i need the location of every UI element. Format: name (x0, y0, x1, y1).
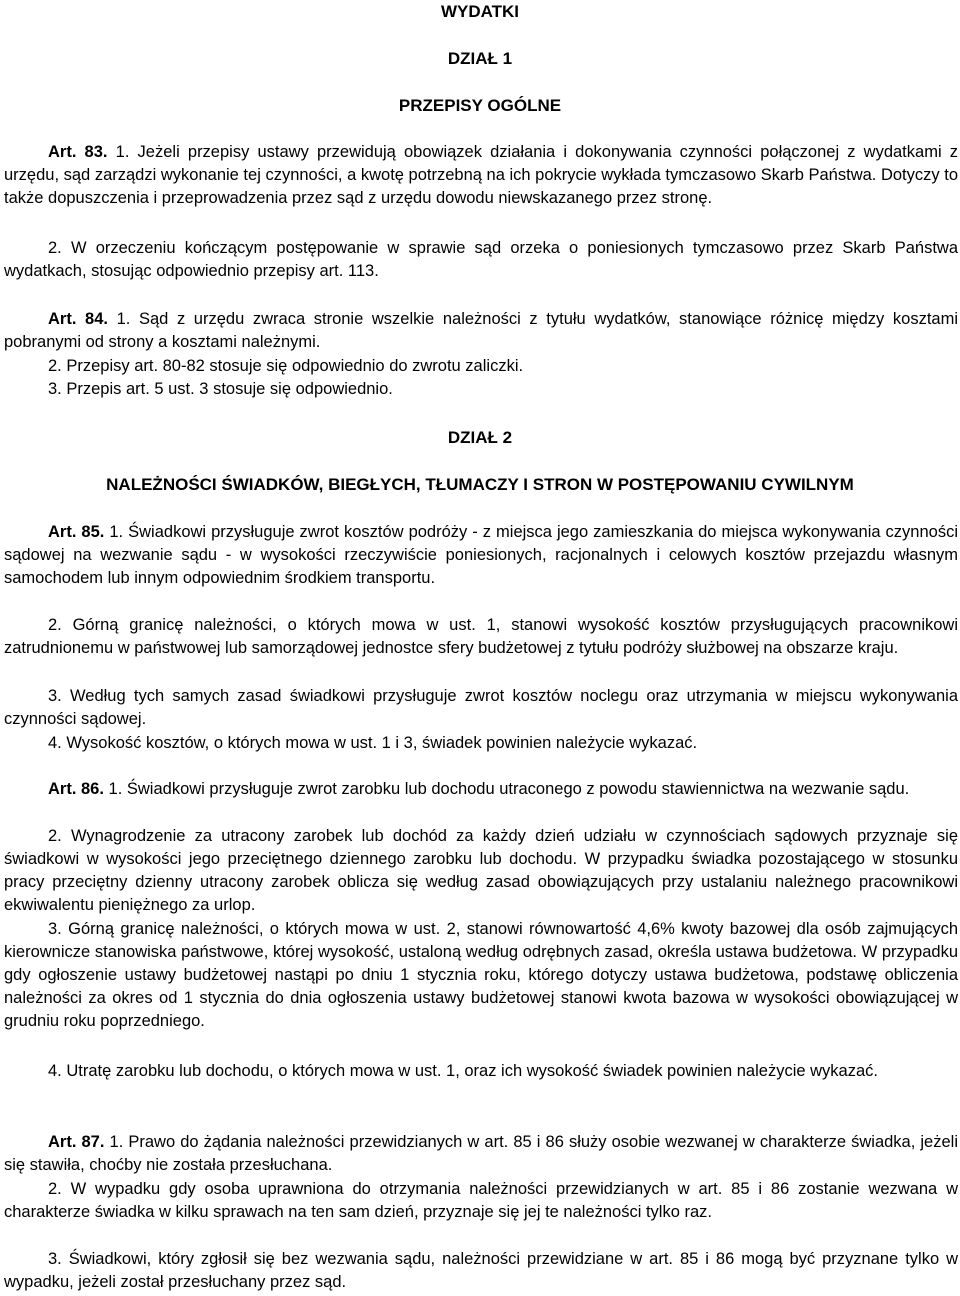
art-84-paragraph-2: 2. Przepisy art. 80-82 stosuje się odpowiednio do zwrotu zaliczki. (48, 357, 524, 375)
art-85-paragraph-3: 3. Według tych samych zasad świadkowi przysługuje zwrot kosztów noclegu oraz utrzymania w miejscu wykonywania czynności sądowej. (4, 687, 958, 729)
art-86-paragraph-2: 2. Wynagrodzenie za utracony zarobek lub dochód za każdy dzień udziału w czynnościach sądowych przyznaje się świadkowi w wysokości jego przeciętnego dziennego zarobku lub dochodu. W przypadku świadka pozostającego w stosunku pracy przeciętny dzienny utracony zarobek oblicza się według zasad obowiązujących przy ustalaniu należnego pracownikowi ekwiwalentu pieniężnego za urlop. (4, 827, 958, 915)
heading-dzial-2-title: NALEŻNOŚCI ŚWIADKÓW, BIEGŁYCH, TŁUMACZY I STRON W POSTĘPOWANIU CYWILNYM (106, 475, 854, 494)
art-85-paragraph-4: 4. Wysokość kosztów, o których mowa w ust. 1 i 3, świadek powinien należycie wykazać. (48, 734, 698, 752)
art-85-paragraph-2: 2. Górną granicę należności, o których mowa w ust. 1, stanowi wysokość kosztów przysługujących pracownikowi zatrudnionemu w państwowej lub samorządowej jednostce sfery budżetowej z tytułu podróży służbowej na obszarze kraju. (4, 616, 958, 658)
art-86-paragraph-3: 3. Górną granicę należności, o których mowa w ust. 2, stanowi równowartość 4,6% kwoty bazowej dla osób zajmujących kierownicze stanowiska państwowe, której wysokość, ustaloną według odrębnych zasad, określa ustawa budżetowa. W przypadku gdy ogłoszenie ustawy budżetowej nastąpi po dniu 1 stycznia roku, którego dotyczy ustawa budżetowa, podstawę obliczenia należności za okres od 1 stycznia do dnia ogłoszenia ustawy budżetowej stanowi kwota bazowa w wysokości obowiązującej w grudniu roku poprzedniego. (4, 920, 958, 1031)
art-83-label: Art. 83. (48, 143, 108, 161)
heading-dzial-2: DZIAŁ 2 (447, 428, 513, 447)
art-85-paragraph-1: Art. 85. 1. Świadkowi przysługuje zwrot kosztów podróży - z miejsca jego zamieszkania do miejsca wykonywania czynności sądowej na wezwanie sądu - w wysokości rzeczywiście poniesionych, racjonalnych i celowych kosztów przejazdu własnym samochodem lub innym odpowiednim środkiem transportu. (4, 523, 958, 588)
art-86-paragraph-1: Art. 86. 1. Świadkowi przysługuje zwrot zarobku lub dochodu utraconego z powodu stawiennictwa na wezwanie sądu. (48, 780, 910, 798)
heading-wydatki: WYDATKI (440, 2, 520, 21)
art-87-paragraph-2: 2. W wypadku gdy osoba uprawniona do otrzymania należności przewidzianych w art. 85 i 86 zostanie wezwana w charakterze świadka w kilku sprawach na ten sam dzień, przyznaje się jej te należności tylko raz. (4, 1180, 958, 1222)
art-83-paragraph-2: 2. W orzeczeniu kończącym postępowanie w sprawie sąd orzeka o poniesionych tymczasowo przez Skarb Państwa wydatkach, stosując odpowiednio przepisy art. 113. (4, 239, 958, 281)
art-86-label: Art. 86. (48, 780, 104, 798)
art-84-paragraph-3: 3. Przepis art. 5 ust. 3 stosuje się odpowiednio. (48, 380, 393, 398)
art-83-paragraph-1: Art. 83. 1. Jeżeli przepisy ustawy przewidują obowiązek działania i dokonywania czynności połączonej z wydatkami z urzędu, sąd zarządzi wykonanie tej czynności, a kwotę potrzebną na ich pokrycie wykłada tymczasowo Skarb Państwa. Dotyczy to także dopuszczenia i przeprowadzenia przez sąd z urzędu dowodu niewskazanego przez stronę. (4, 143, 959, 208)
art-86-paragraph-4: 4. Utratę zarobku lub dochodu, o których mowa w ust. 1, oraz ich wysokość świadek powinien należycie wykazać. (48, 1062, 878, 1080)
art-85-label: Art. 85. (48, 523, 105, 541)
art-87-label: Art. 87. (48, 1133, 105, 1151)
art-84-label: Art. 84. (48, 310, 108, 328)
art-87-paragraph-3: 3. Świadkowi, który zgłosił się bez wezwania sądu, należności przewidziane w art. 85 i 86 mogą być przyznane tylko w wypadku, jeżeli został przesłuchany przez sąd. (4, 1250, 958, 1292)
art-87-paragraph-1: Art. 87. 1. Prawo do żądania należności przewidzianych w art. 85 i 86 służy osobie wezwanej w charakterze świadka, jeżeli się stawiła, choćby nie została przesłuchana. (4, 1133, 958, 1175)
art-84-paragraph-1: Art. 84. 1. Sąd z urzędu zwraca stronie wszelkie należności z tytułu wydatków, stanowiące różnicę między kosztami pobranymi od strony a kosztami należnymi. (4, 310, 958, 352)
heading-dzial-1: DZIAŁ 1 (447, 49, 513, 68)
heading-przepisy-ogolne: PRZEPISY OGÓLNE (398, 96, 562, 115)
